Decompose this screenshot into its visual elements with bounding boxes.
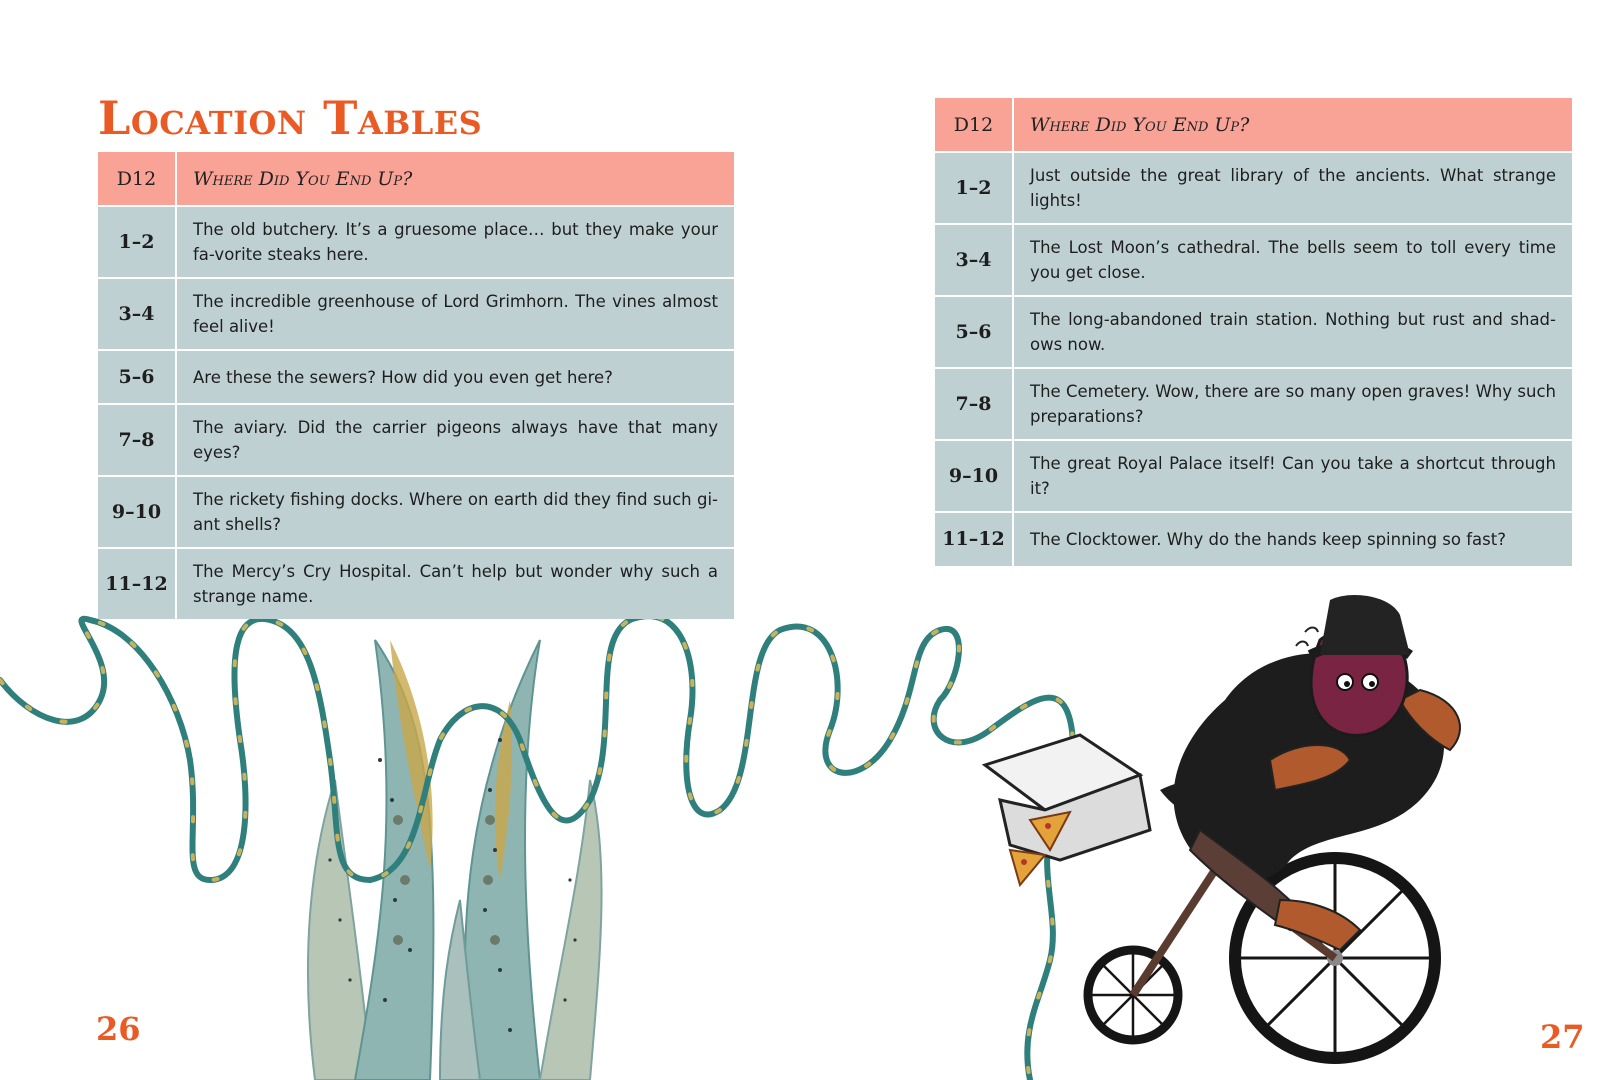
die-column-header: D12 bbox=[935, 98, 1013, 152]
location-table-right bbox=[935, 98, 1572, 566]
table-row bbox=[935, 152, 1572, 224]
table-row bbox=[935, 368, 1572, 440]
table-row bbox=[98, 476, 734, 548]
roll-cell: 1–2 bbox=[935, 152, 1013, 224]
roll-cell: 3–4 bbox=[935, 224, 1013, 296]
result-column-header: Where Did You End Up? bbox=[1013, 98, 1572, 152]
roll-cell: 9–10 bbox=[98, 476, 176, 548]
location-table-left bbox=[98, 152, 734, 619]
roll-cell: 11–12 bbox=[98, 548, 176, 619]
location-cell: The Cemetery. Wow, there are so many open graves! Why such preparations? bbox=[1013, 368, 1572, 440]
location-cell: The Mercy’s Cry Hospital. Can’t help but wonder why such a strange name. bbox=[176, 548, 734, 619]
table-row bbox=[98, 404, 734, 476]
location-cell: Are these the sewers? How did you even get here? bbox=[176, 350, 734, 404]
table-row bbox=[935, 224, 1572, 296]
roll-cell: 5–6 bbox=[98, 350, 176, 404]
vine-illustration bbox=[0, 616, 1073, 1080]
location-cell: The rickety fishing docks. Where on earth did they find such gi-ant shells? bbox=[176, 476, 734, 548]
page-title: Location Tables bbox=[98, 91, 483, 145]
location-cell: The aviary. Did the carrier pigeons always have that many eyes? bbox=[176, 404, 734, 476]
table-row bbox=[935, 440, 1572, 512]
location-cell: Just outside the great library of the ancients. What strange lights! bbox=[1013, 152, 1572, 224]
table-header-row bbox=[98, 152, 734, 206]
location-cell: The old butchery. It’s a gruesome place… but they make your fa-vorite steaks here. bbox=[176, 206, 734, 278]
location-cell: The Lost Moon’s cathedral. The bells seem to toll every time you get close. bbox=[1013, 224, 1572, 296]
courier-bicycle-illustration bbox=[985, 595, 1460, 1058]
table-row bbox=[98, 206, 734, 278]
location-cell: The long-abandoned train station. Nothing but rust and shad-ows now. bbox=[1013, 296, 1572, 368]
roll-cell: 9–10 bbox=[935, 440, 1013, 512]
table-row bbox=[98, 350, 734, 404]
roll-cell: 7–8 bbox=[98, 404, 176, 476]
location-cell: The great Royal Palace itself! Can you take a shortcut through it? bbox=[1013, 440, 1572, 512]
roll-cell: 11–12 bbox=[935, 512, 1013, 566]
roll-cell: 1–2 bbox=[98, 206, 176, 278]
die-column-header: D12 bbox=[98, 152, 176, 206]
tentacles-illustration bbox=[308, 640, 602, 1080]
roll-cell: 3–4 bbox=[98, 278, 176, 350]
table-row bbox=[98, 548, 734, 619]
table-row bbox=[935, 296, 1572, 368]
roll-cell: 7–8 bbox=[935, 368, 1013, 440]
table-row bbox=[98, 278, 734, 350]
location-cell: The incredible greenhouse of Lord Grimhorn. The vines almost feel alive! bbox=[176, 278, 734, 350]
table-row bbox=[935, 512, 1572, 566]
result-column-header: Where Did You End Up? bbox=[176, 152, 734, 206]
location-cell: The Clocktower. Why do the hands keep spinning so fast? bbox=[1013, 512, 1572, 566]
page-number-left: 26 bbox=[96, 1010, 141, 1048]
roll-cell: 5–6 bbox=[935, 296, 1013, 368]
table-header-row bbox=[935, 98, 1572, 152]
page-number-right: 27 bbox=[1540, 1018, 1585, 1056]
